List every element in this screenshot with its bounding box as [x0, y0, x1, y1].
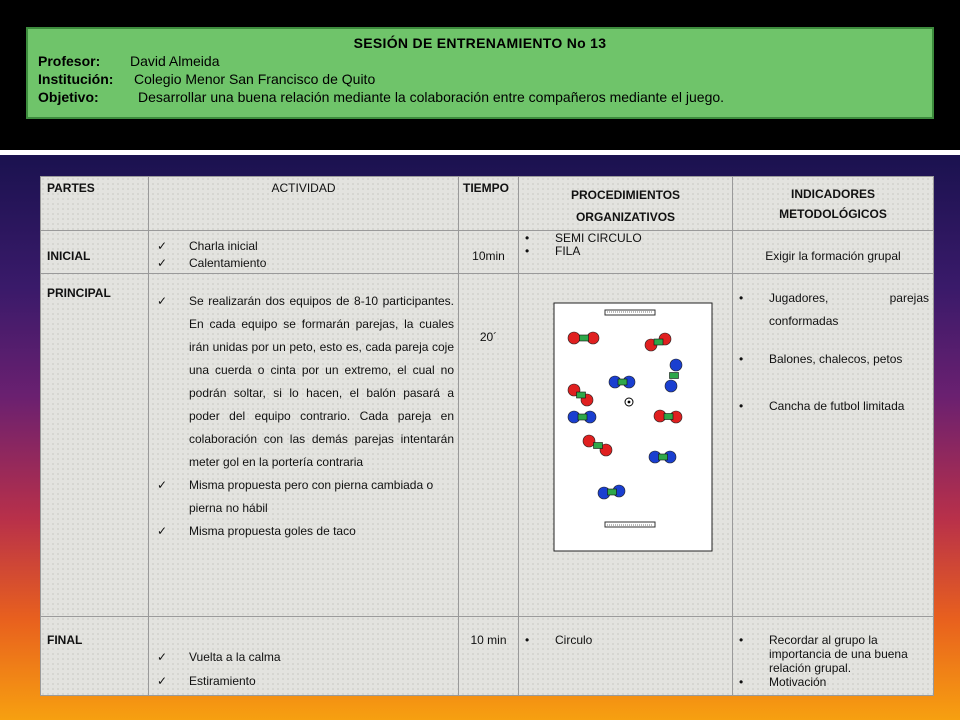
indicator-text: Jugadores, parejas conformadas — [769, 291, 929, 328]
inicial-actividad — [149, 231, 459, 274]
profesor-label: Profesor: — [38, 53, 101, 69]
procedure-text: SEMI CIRCULO — [555, 231, 642, 245]
list-item — [149, 645, 458, 669]
list-item — [519, 633, 732, 647]
institucion-row — [38, 70, 922, 88]
institucion-label: Institución: — [38, 71, 114, 87]
indicator-text: Cancha de futbol limitada — [769, 399, 905, 413]
ball-icon — [625, 398, 633, 406]
bullet-icon: • — [525, 231, 530, 245]
activity-text: Misma propuesta goles de taco — [189, 524, 356, 538]
divider-line — [0, 150, 960, 155]
bullet-icon: • — [525, 633, 530, 647]
list-item — [149, 669, 458, 693]
peto-marker — [594, 443, 603, 449]
list-item — [149, 520, 454, 543]
row-principal — [41, 274, 934, 617]
activity-text: Estiramiento — [189, 674, 256, 688]
check-icon: ✓ — [157, 524, 168, 538]
peto-marker — [664, 414, 673, 420]
table-header-row — [41, 177, 934, 231]
peto-marker — [580, 335, 589, 341]
header-tiempo: TIEMPO — [459, 177, 519, 231]
activity-text: Charla inicial — [189, 239, 258, 253]
indicator-text: Balones, chalecos, petos — [769, 352, 903, 366]
check-icon: ✓ — [157, 478, 168, 492]
bullet-icon: • — [739, 399, 744, 413]
list-item — [733, 395, 933, 418]
header-procedimientos-line1: PROCEDIMIENTOS — [570, 188, 681, 202]
final-procedimiento — [519, 617, 733, 696]
peto-marker — [578, 414, 587, 420]
player-marker — [665, 380, 677, 392]
activity-text: Calentamiento — [189, 256, 267, 270]
activity-text: Vuelta a la calma — [189, 650, 281, 664]
training-plan-table — [40, 176, 934, 696]
peto-marker — [670, 373, 679, 379]
objetivo-value: Desarrollar una buena relación mediante la colaboración entre compañeros mediante el juego. — [138, 89, 725, 105]
header-indicadores-line2: METODOLÓGICOS — [779, 207, 887, 221]
row-inicial — [41, 231, 934, 274]
header-indicadores-line1: INDICADORES — [790, 187, 875, 201]
session-title: SESIÓN DE ENTRENAMIENTO No 13 — [353, 35, 607, 51]
profesor-row — [38, 52, 922, 70]
check-icon: ✓ — [157, 256, 168, 270]
row-final — [41, 617, 934, 696]
bullet-icon: • — [739, 633, 744, 647]
procedure-text: Circulo — [555, 633, 593, 647]
bullet-icon: • — [739, 352, 744, 366]
list-item — [733, 287, 933, 333]
list-item — [733, 633, 933, 675]
peto-marker — [654, 339, 663, 345]
objetivo-label: Objetivo: — [38, 89, 99, 105]
list-item — [149, 238, 458, 255]
inicial-indicador: Exigir la formación grupal — [733, 231, 934, 274]
activity-text: Se realizarán dos equipos de 8-10 participantes. En cada equipo se formarán parejas, la cuales irán unidas por un peto, esto es, cada pareja coje una cuerda o cinta por un extremo, el cual no podrán soltar, si lo hacen, el balón pasará a poder del equipo contrario. Cada pareja en colaboración con las demás parejas intentarán meter gol en la portería contraria — [189, 294, 454, 469]
session-header — [26, 27, 934, 119]
principal-indicadores — [733, 274, 934, 617]
profesor-value: David Almeida — [130, 53, 220, 69]
check-icon: ✓ — [157, 239, 168, 253]
indicator-text: Recordar al grupo la importancia de una buena relación grupal. — [769, 633, 908, 675]
bullet-icon: • — [739, 675, 744, 689]
header-procedimientos — [519, 177, 733, 231]
final-parte: FINAL — [41, 617, 149, 696]
final-indicadores — [733, 617, 934, 696]
check-icon: ✓ — [157, 650, 168, 664]
peto-marker — [577, 392, 586, 398]
header-actividad: ACTIVIDAD — [149, 177, 459, 231]
principal-parte: PRINCIPAL — [41, 274, 149, 617]
header-indicadores — [733, 177, 934, 231]
indicator-text: Motivación — [769, 675, 827, 689]
check-icon: ✓ — [157, 294, 168, 308]
check-icon: ✓ — [157, 674, 168, 688]
list-item — [149, 474, 454, 520]
player-marker — [670, 359, 682, 371]
inicial-parte: INICIAL — [41, 231, 149, 274]
list-item — [149, 290, 454, 474]
final-tiempo: 10 min — [459, 617, 519, 696]
bullet-icon: • — [739, 291, 744, 305]
peto-marker — [608, 489, 617, 495]
inicial-tiempo: 10min — [459, 231, 519, 274]
list-item — [733, 675, 933, 689]
header-partes: PARTES — [41, 177, 149, 231]
final-actividad — [149, 617, 459, 696]
inicial-procedimientos — [519, 231, 733, 274]
principal-procedimientos — [519, 274, 733, 617]
activity-text: Misma propuesta pero con pierna cambiada o pierna no hábil — [189, 478, 434, 515]
principal-tiempo: 20´ — [459, 274, 519, 617]
institucion-value: Colegio Menor San Francisco de Quito — [134, 71, 376, 87]
list-item — [149, 255, 458, 272]
peto-marker — [659, 454, 668, 460]
field-diagram — [553, 302, 713, 552]
bullet-icon: • — [525, 244, 530, 258]
player-marker — [568, 332, 580, 344]
objetivo-row — [38, 88, 922, 106]
peto-marker — [618, 379, 627, 385]
list-item — [733, 348, 933, 371]
procedure-text: FILA — [555, 244, 581, 258]
header-procedimientos-line2: ORGANIZATIVOS — [575, 210, 676, 224]
list-item — [519, 245, 732, 258]
principal-actividad — [149, 274, 459, 617]
list-item — [519, 232, 732, 245]
